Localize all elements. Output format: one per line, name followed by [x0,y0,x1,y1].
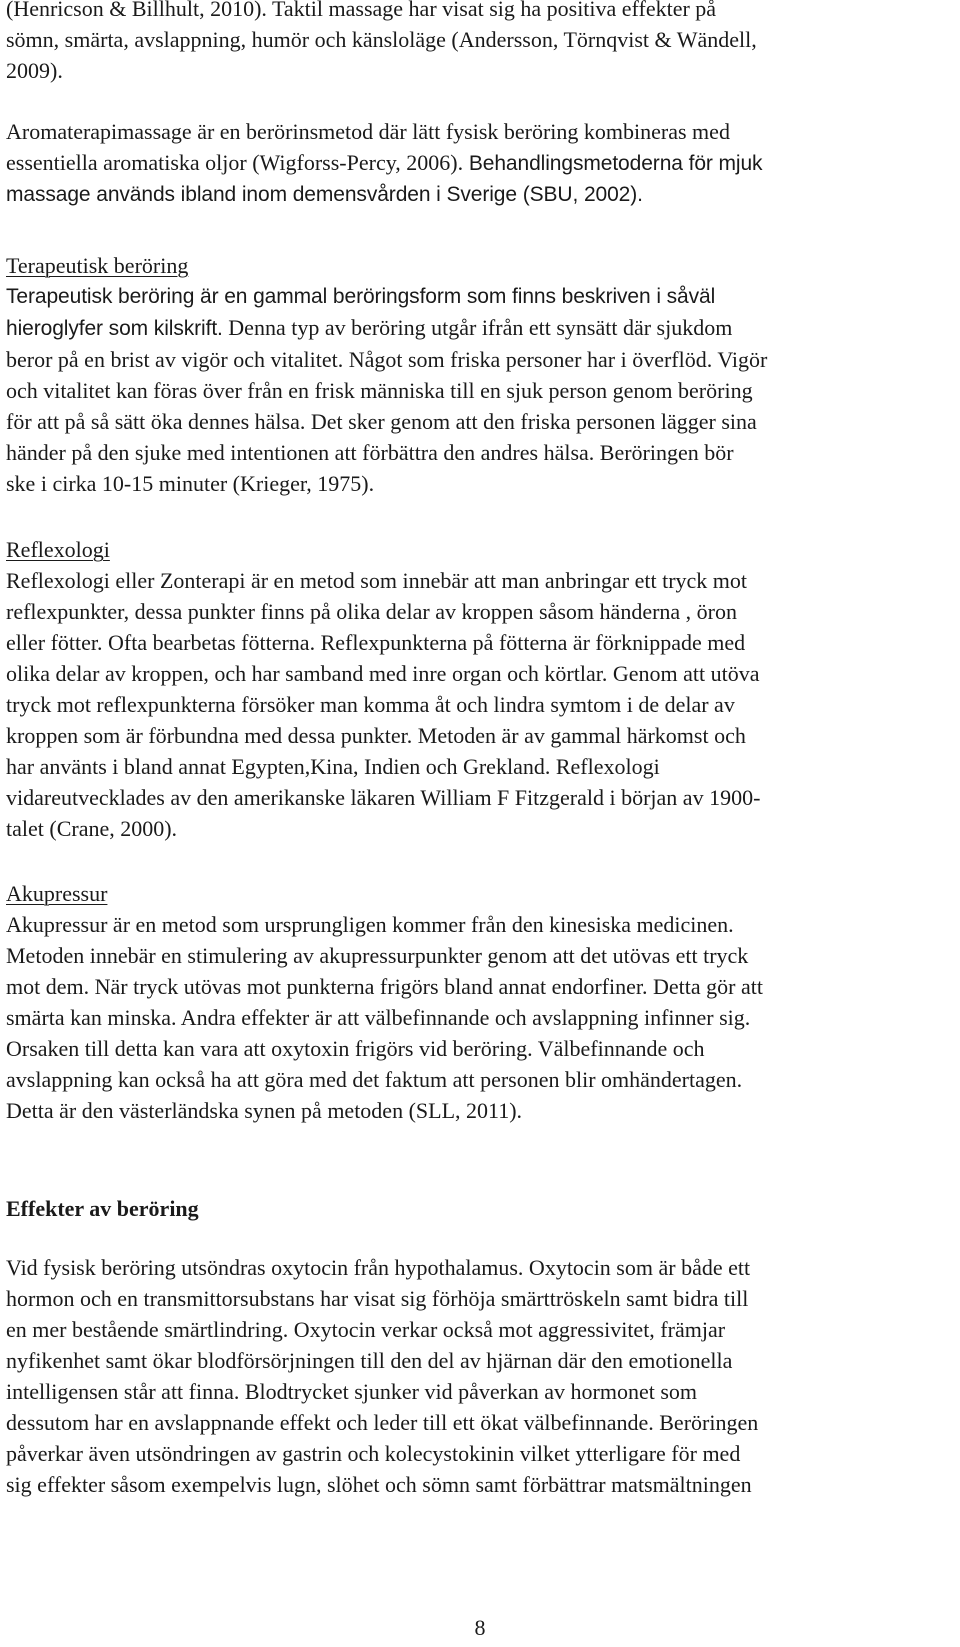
text-line: beror på en brist av vigör och vitalitet. Något som friska personer har i överflöd. Vigör [6,347,768,372]
effekter-heading-block [6,1193,951,1224]
intro-paragraph [6,0,951,86]
text-line: dessutom har en avslappnande effekt och leder till ett ökat välbefinnande. Beröringen [6,1410,759,1435]
text-line: Reflexologi eller Zonterapi är en metod som innebär att man anbringar ett tryck mot [6,568,748,593]
text-line: Detta är den västerländska synen på metoden (SLL, 2011). [6,1098,523,1123]
text-line: tryck mot reflexpunkterna försöker man komma åt och lindra symtom i de delar av [6,692,735,717]
text-line: Vid fysisk beröring utsöndras oxytocin från hypothalamus. Oxytocin som är både ett [6,1255,751,1280]
text-line: vidareutvecklades av den amerikanske läkaren William F Fitzgerald i början av 1900- [6,785,761,810]
text-line: Akupressur är en metod som ursprungligen kommer från den kinesiska medicinen. [6,912,734,937]
text-line: Orsaken till detta kan vara att oxytoxin frigörs vid beröring. Välbefinnande och [6,1036,705,1061]
section-heading: Effekter av beröring [6,1196,199,1221]
akupressur-section [6,878,951,1126]
text-line: avslappning kan också ha att göra med det faktum att personen blir omhändertagen. [6,1067,743,1092]
text-line: ske i cirka 10-15 minuter (Krieger, 1975). [6,471,375,496]
text-line: en mer bestående smärtlindring. Oxytocin verkar också mot aggressivitet, främjar [6,1317,726,1342]
text-line: olika delar av kroppen, och har samband med inre organ och körtlar. Genom att utöva [6,661,760,686]
text-line: 2009). [6,58,63,83]
text-line: sig effekter såsom exempelvis lugn, slöhet och sömn samt förbättrar matsmältningen [6,1472,752,1497]
text-segment: essentiella aromatiska oljor (Wigforss-Percy, 2006). [6,150,464,175]
text-line: påverkar även utsöndringen av gastrin och kolecystokinin vilket ytterligare för med [6,1441,741,1466]
text-line: mot dem. När tryck utövas mot punkterna frigörs bland annat endorfiner. Detta gör att [6,974,763,999]
text-line: (Henricson & Billhult, 2010). Taktil massage har visat sig ha positiva effekter på [6,0,717,21]
effekter-paragraph [6,1252,951,1500]
section-heading: Terapeutisk beröring [6,253,189,278]
text-line: intelligensen står att finna. Blodtrycket sjunker vid påverkan av hormonet som [6,1379,697,1404]
section-heading: Akupressur [6,881,108,906]
text-line: talet (Crane, 2000). [6,816,178,841]
text-line: massage används ibland inom demensvården i Sverige (SBU, 2002). [6,183,643,206]
text-line: sömn, smärta, avslappning, humör och känsloläge (Andersson, Törnqvist & Wändell, [6,27,757,52]
text-line: Metoden innebär en stimulering av akupressurpunkter genom att det utövas ett tryck [6,943,749,968]
page-number: 8 [474,1615,486,1640]
text-line: hormon och en transmittorsubstans har visat sig förhöja smärttröskeln samt bidra till [6,1286,749,1311]
terapeutisk-section [6,250,951,499]
text-line: för att på så sätt öka dennes hälsa. Det sker genom att den friska personen lägger sina [6,409,757,434]
text-segment: Denna typ av beröring utgår ifrån ett synsätt där sjukdom [222,315,733,340]
text-line: eller fötter. Ofta bearbetas fötterna. Reflexpunkterna på fötterna är förknippade med [6,630,746,655]
text-line: har använts i bland annat Egypten,Kina, Indien och Grekland. Reflexologi [6,754,660,779]
section-heading: Reflexologi [6,537,110,562]
text-line: händer på den sjuke med intentionen att förbättra den andres hälsa. Beröringen bör [6,440,734,465]
text-line [6,147,951,179]
text-line [6,312,951,344]
text-line: Terapeutisk beröring är en gammal beröringsform som finns beskriven i såväl [6,285,716,308]
text-segment: Behandlingsmetoderna för mjuk [463,152,763,175]
aroma-paragraph [6,116,951,210]
text-line: och vitalitet kan föras över från en frisk människa till en sjuk person genom beröring [6,378,753,403]
text-line: reflexpunkter, dessa punkter finns på olika delar av kroppen såsom händerna , öron [6,599,737,624]
text-line: nyfikenhet samt ökar blodförsörjningen till den del av hjärnan där den emotionella [6,1348,733,1373]
text-line: Aromaterapimassage är en berörinsmetod där lätt fysisk beröring kombineras med [6,119,730,144]
text-line: smärta kan minska. Andra effekter är att välbefinnande och avslappning infinner sig. [6,1005,751,1030]
text-segment: hieroglyfer som kilskrift. [6,317,223,340]
text-line: kroppen som är förbundna med dessa punkter. Metoden är av gammal härkomst och [6,723,746,748]
reflexologi-section [6,534,951,844]
